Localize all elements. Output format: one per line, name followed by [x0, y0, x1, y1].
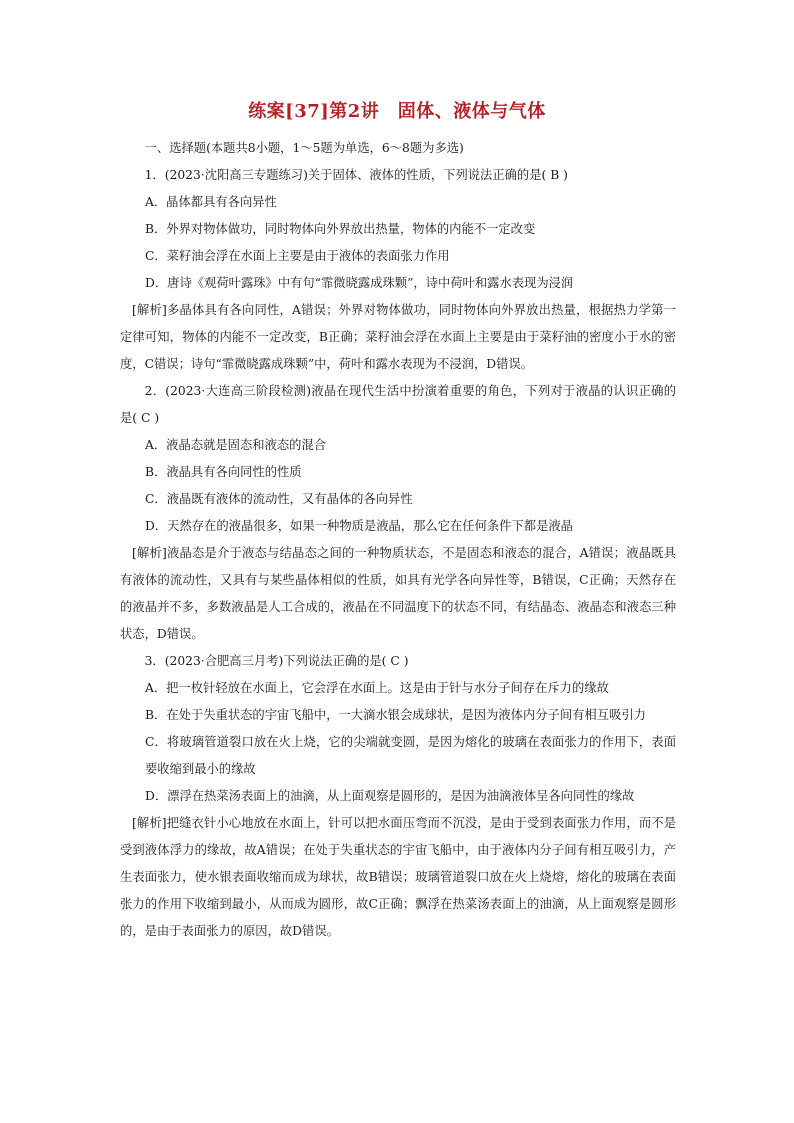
option-d: D．唐诗《观荷叶露珠》中有句“霏微晓露成珠颗”，诗中荷叶和露水表现为浸润	[145, 276, 574, 290]
option-a: A．把一枚针轻放在水面上，它会浮在水面上。这是由于针与水分子间存在斥力的缘故	[145, 681, 609, 695]
option-a: A．液晶态就是固态和液态的混合	[145, 438, 327, 452]
question-1	[120, 162, 676, 378]
analysis: [解析]把缝衣针小心地放在水面上，针可以把水面压弯而不沉没，是由于受到表面张力作用，而不是受到液体浮力的缘故，故A错误；在处于失重状态的宇宙飞船中，由于液体内分子间有相互吸引力，产生表面张力，使水银表面收缩而成为球状，故B错误；玻璃管道裂口放在火上烧熔，熔化的玻璃在表面张力的作用下收缩到最小，从而成为圆形，故C正确；飘浮在热菜汤表面上的油滴，从上面观察是圆形的，是由于表面张力的原因，故D错误。	[120, 816, 676, 938]
option-b: B．外界对物体做功，同时物体向外界放出热量，物体的内能不一定改变	[145, 222, 536, 236]
page-title: 练案[37]第2讲 固体、液体与气体	[248, 101, 546, 122]
option-c: C．液晶既有液体的流动性，又有晶体的各向异性	[145, 492, 413, 506]
option-b: B．液晶具有各向同性的性质	[145, 465, 302, 479]
question-2	[120, 378, 676, 648]
question-stem: 2．(2023·大连高三阶段检测)液晶在现代生活中扮演着重要的角色，下列对于液晶的认识正确的是( C )	[120, 384, 676, 425]
question-content	[120, 135, 676, 945]
option-c: C．菜籽油会浮在水面上主要是由于液体的表面张力作用	[145, 249, 450, 263]
option-c: C．将玻璃管道裂口放在火上烧，它的尖端就变圆，是因为熔化的玻璃在表面张力的作用下，表面要收缩到最小的缘故	[145, 735, 676, 776]
analysis: [解析]多晶体具有各向同性，A错误；外界对物体做功，同时物体向外界放出热量，根据热力学第一定律可知，物体的内能不一定改变，B正确；菜籽油会浮在水面上主要是由于菜籽油的密度小于水的密度，C错误；诗句“霏微晓露成珠颗”中，荷叶和露水表现为不浸润，D错误。	[120, 303, 676, 371]
option-d: D．天然存在的液晶很多，如果一种物质是液晶，那么它在任何条件下都是液晶	[145, 519, 573, 533]
option-d: D．漂浮在热菜汤表面上的油滴，从上面观察是圆形的，是因为油滴液体呈各向同性的缘故	[145, 789, 635, 803]
option-b: B．在处于失重状态的宇宙飞船中，一大滴水银会成球状，是因为液体内分子间有相互吸引力	[145, 708, 646, 722]
section-heading: 一、选择题(本题共8小题，1～5题为单选，6～8题为多选)	[144, 141, 464, 155]
analysis: [解析]液晶态是介于液态与结晶态之间的一种物质状态，不是固态和液态的混合，A错误；液晶既具有液体的流动性，又具有与某些晶体相似的性质，如具有光学各向异性等，B错误，C正确；天然存在的液晶并不多，多数液晶是人工合成的，液晶在不同温度下的状态不同，有结晶态、液晶态和液态三种状态，D错误。	[120, 546, 676, 641]
question-stem: 1．(2023·沈阳高三专题练习)关于固体、液体的性质，下列说法正确的是( B )	[144, 168, 568, 182]
question-3	[120, 648, 676, 945]
option-a: A．晶体都具有各向异性	[145, 195, 277, 209]
question-stem: 3．(2023·合肥高三月考)下列说法正确的是( C )	[144, 654, 409, 668]
